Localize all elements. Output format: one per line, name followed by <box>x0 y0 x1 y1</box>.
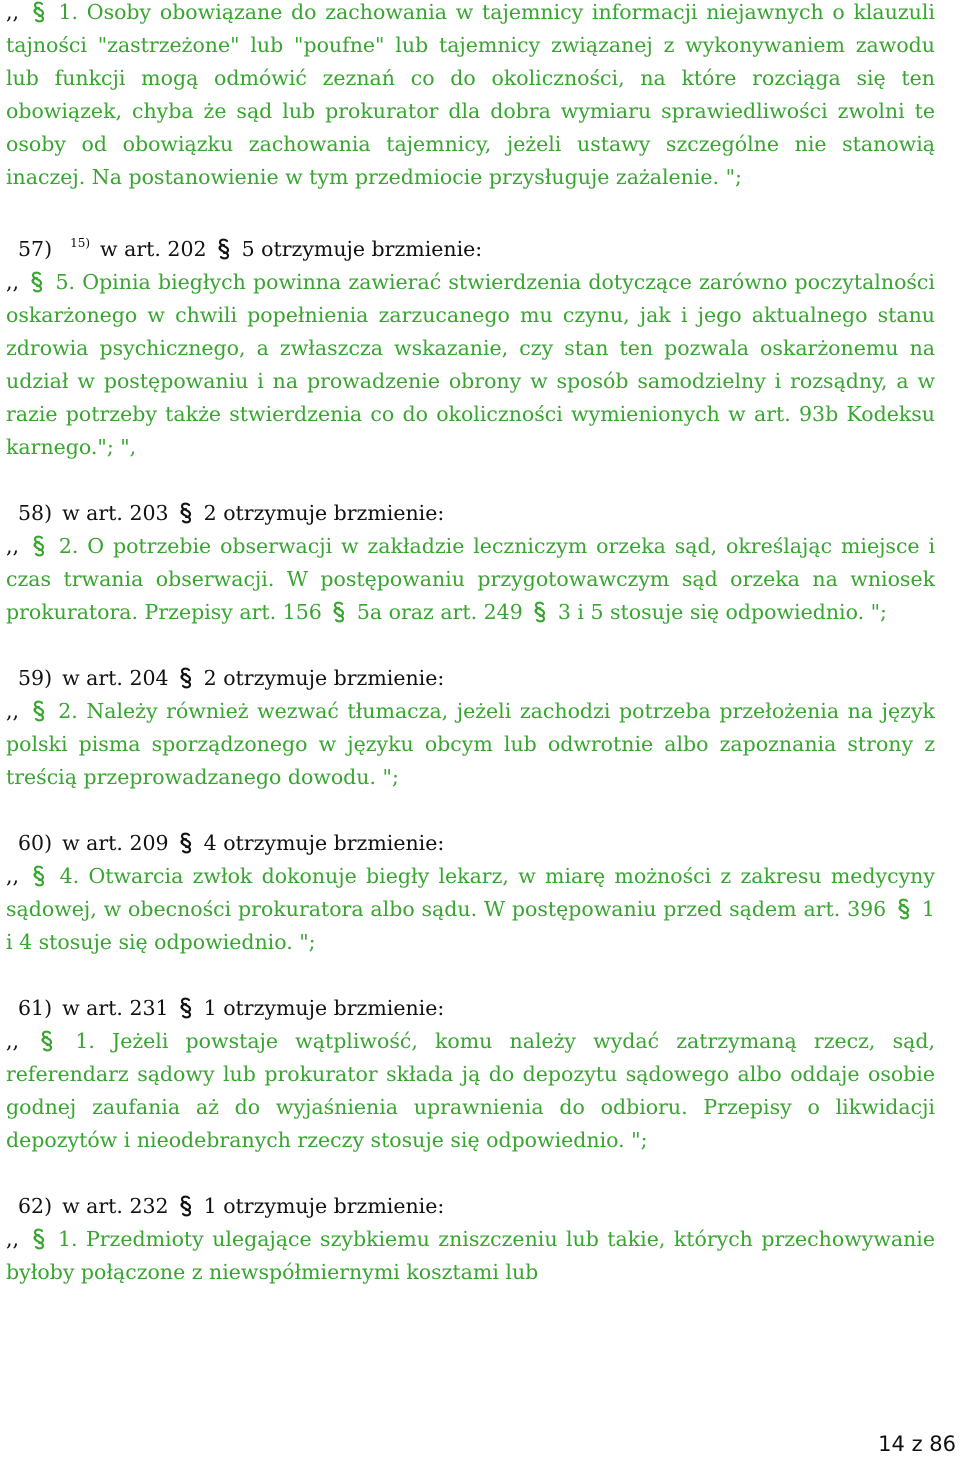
quote-mark: ,, <box>6 1227 20 1251</box>
heading-text: 1 otrzymuje brzmienie: <box>203 996 445 1020</box>
amendment-heading <box>6 827 935 860</box>
paragraph <box>6 1025 935 1157</box>
item-number: 59) <box>18 666 53 690</box>
paragraph-text: 5a oraz art. 249 <box>356 600 523 624</box>
amendment-heading <box>6 992 935 1025</box>
paragraph <box>6 530 935 629</box>
section-sign-icon <box>533 601 547 623</box>
heading-text: 2 otrzymuje brzmienie: <box>203 501 445 525</box>
article-ref: w art. 202 <box>100 237 207 261</box>
paragraph-text: 3 i 5 stosuje się odpowiednio. "; <box>557 600 887 624</box>
paragraph <box>6 1223 935 1289</box>
item-number: 58) <box>18 501 53 525</box>
item-number: 62) <box>18 1194 53 1218</box>
article-ref: w art. 232 <box>62 1194 169 1218</box>
paragraph <box>6 860 935 959</box>
item-number: 57) <box>18 237 53 261</box>
item-number: 60) <box>18 831 53 855</box>
section-sign-icon <box>32 700 46 722</box>
amendment-heading <box>6 497 935 530</box>
section-sign-icon <box>32 1228 46 1250</box>
section-sign-icon <box>217 238 231 260</box>
paragraph <box>6 266 935 464</box>
article-ref: w art. 209 <box>62 831 169 855</box>
section-sign-icon <box>40 1030 54 1052</box>
article-ref: w art. 203 <box>62 501 169 525</box>
paragraph-text: 2. O potrzebie obserwacji w zakładzie leczniczym orzeka sąd, określając miejsce i czas trwania obserwacji. W postępowaniu przygotowawczym sąd orzeka na wniosek prokuratora. Przepisy art. 156 <box>6 534 935 624</box>
item-number: 61) <box>18 996 53 1020</box>
section-sign-icon <box>179 997 193 1019</box>
amendment-heading <box>6 1190 935 1223</box>
page-number: 14 z 86 <box>878 1432 956 1456</box>
amendment-heading <box>6 227 935 266</box>
paragraph-text: 4. Otwarcia zwłok dokonuje biegły lekarz, w miarę możności z zakresu medycyny sądowej, w obecności prokuratora albo sądu. W postępowaniu przed sądem art. 396 <box>6 864 935 921</box>
section-sign-icon <box>332 601 346 623</box>
paragraph-text: 1 i 4 stosuje się odpowiednio. "; <box>6 897 935 954</box>
article-ref: w art. 204 <box>62 666 169 690</box>
section-sign-icon <box>179 1195 193 1217</box>
paragraph-text: 2. Należy również wezwać tłumacza, jeżeli zachodzi potrzeba przełożenia na język polski pisma sporządzonego w języku obcym lub odwrotnie albo zapoznania strony z treścią przeprowadzanego dowodu. "; <box>6 699 935 789</box>
paragraph-text: 1. Przedmioty ulegające szybkiemu zniszczeniu lub takie, których przechowywanie byłoby połączone z niewspółmiernymi kosztami lub <box>6 1227 935 1284</box>
section-sign-icon <box>30 271 44 293</box>
section-sign-icon <box>32 1 46 23</box>
section-sign-icon <box>179 832 193 854</box>
heading-text: 1 otrzymuje brzmienie: <box>203 1194 445 1218</box>
paragraph <box>6 695 935 794</box>
quote-mark: ,, <box>6 1029 20 1053</box>
quote-mark: ,, <box>6 699 20 723</box>
heading-text: 4 otrzymuje brzmienie: <box>203 831 445 855</box>
quote-mark: ,, <box>6 864 20 888</box>
paragraph-text: 1. Jeżeli powstaje wątpliwość, komu należy wydać zatrzymaną rzecz, sąd, referendarz sądowy lub prokurator składa ją do depozytu sądowego albo oddaje osobie godnej zaufania aż do wyjaśnienia uprawnienia do odbioru. Przepisy o likwidacji depozytów i nieodebranych rzeczy stosuje się odpowiednio. "; <box>6 1029 935 1152</box>
footnote-ref: 15) <box>70 236 91 250</box>
document-body <box>6 0 935 1289</box>
quote-mark: ,, <box>6 270 20 294</box>
quote-mark: ,, <box>6 534 20 558</box>
quote-mark: ,, <box>6 0 20 24</box>
section-sign-icon <box>32 865 46 887</box>
paragraph-text: 5. Opinia biegłych powinna zawierać stwierdzenia dotyczące zarówno poczytalności oskarżonego w chwili popełnienia zarzucanego mu czynu, jak i jego aktualnego stanu zdrowia psychicznego, a zwłaszcza wskazanie, czy stan ten pozwala oskarżonemu na udział w postępowaniu i na prowadzenie obrony w sposób samodzielny i rozsądny, a w razie potrzeby także stwierdzenia co do okoliczności wymienionych w art. 93b Kodeksu karnego."; ", <box>6 270 935 459</box>
section-sign-icon <box>32 535 46 557</box>
amendment-heading <box>6 662 935 695</box>
heading-text: 2 otrzymuje brzmienie: <box>203 666 445 690</box>
section-sign-icon <box>179 502 193 524</box>
heading-text: 5 otrzymuje brzmienie: <box>241 237 483 261</box>
paragraph-text: 1. Osoby obowiązane do zachowania w tajemnicy informacji niejawnych o klauzuli tajności "zastrzeżone" lub "poufne" lub tajemnicy związanej z wykonywaniem zawodu lub funkcji mogą odmówić zeznań co do okoliczności, na które rozciąga się ten obowiązek, chyba że sąd lub prokurator dla dobra wymiaru sprawiedliwości zwolni te osoby od obowiązku zachowania tajemnicy, jeżeli ustawy szczególne nie stanowią inaczej. Na postanowienie w tym przedmiocie przysługuje zażalenie. "; <box>6 0 935 189</box>
article-ref: w art. 231 <box>62 996 169 1020</box>
section-sign-icon <box>179 667 193 689</box>
paragraph <box>6 0 935 194</box>
section-sign-icon <box>897 898 911 920</box>
